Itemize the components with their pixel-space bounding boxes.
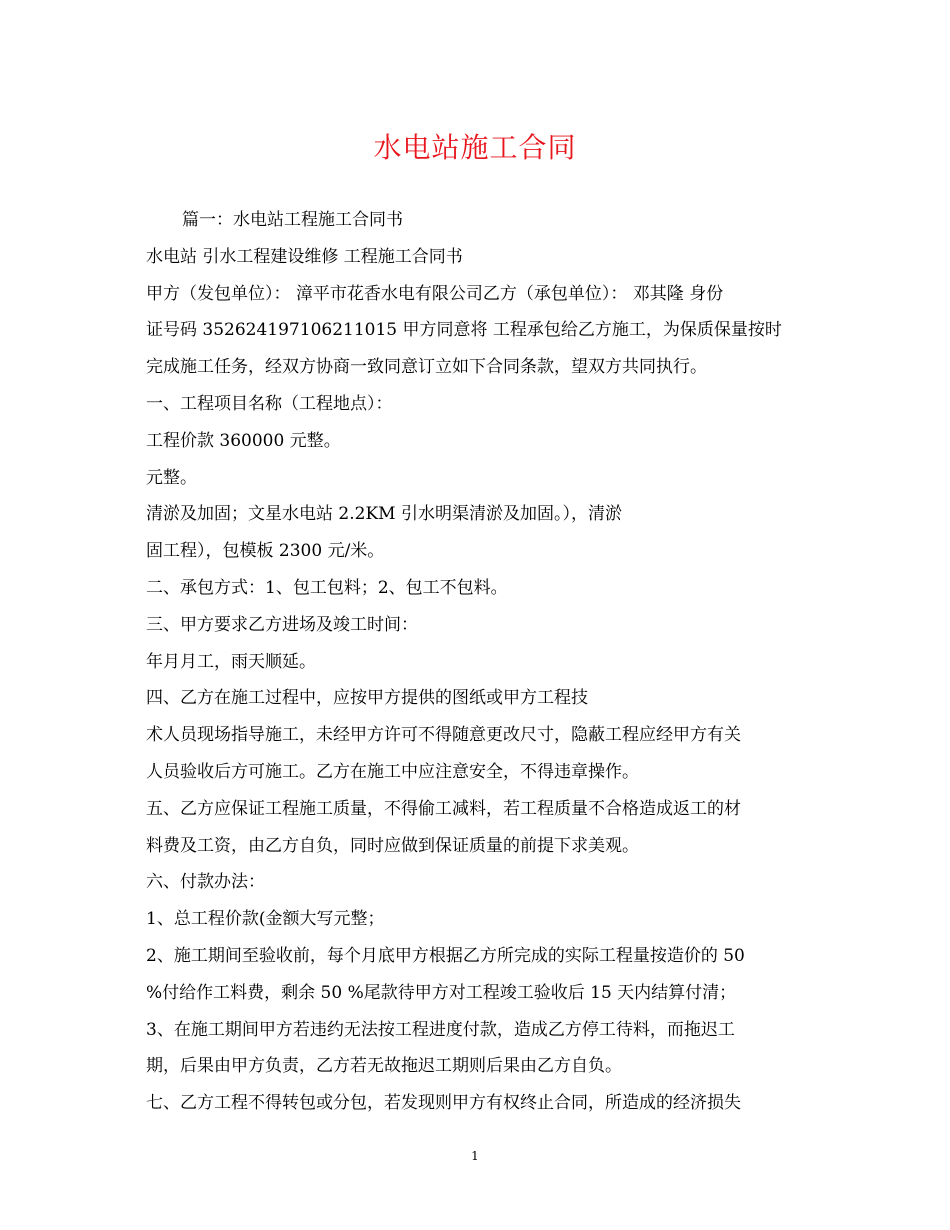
paragraph: 证号码 352624197106211015 甲方同意将 工程承包给乙方施工，为保质保量按时	[146, 320, 782, 341]
paragraph: 清淤及加固；文星水电站 2.2KM 引水明渠清淤及加固。），清淤	[146, 504, 622, 525]
paragraph: 2、施工期间至验收前，每个月底甲方根据乙方所完成的实际工程量按造价的 50	[146, 945, 745, 966]
paragraph: 固工程），包模板 2300 元/米。	[146, 541, 385, 562]
document-title: 水电站施工合同	[373, 131, 577, 164]
paragraph: 期，后果由甲方负责，乙方若无故拖迟工期则后果由乙方自负。	[146, 1056, 622, 1077]
paragraph: 一、工程项目名称（工程地点）：	[146, 393, 393, 414]
paragraph: 六、付款办法：	[146, 872, 265, 893]
document-body	[146, 202, 816, 1122]
paragraph: 1、总工程价款(金额大写元整；	[146, 909, 385, 930]
paragraph: 三、甲方要求乙方进场及竣工时间：	[146, 614, 418, 635]
paragraph: 人员验收后方可施工。乙方在施工中应注意安全，不得违章操作。	[146, 761, 639, 782]
paragraph: 完成施工任务，经双方协商一致同意订立如下合同条款，望双方共同执行。	[146, 357, 707, 378]
paragraph: 料费及工资，由乙方自负，同时应做到保证质量的前提下求美观。	[146, 835, 639, 856]
paragraph: 五、乙方应保证工程施工质量，不得偷工减料，若工程质量不合格造成返工的材	[146, 798, 741, 819]
paragraph: 四、乙方在施工过程中，应按甲方提供的图纸或甲方工程技	[146, 688, 588, 709]
paragraph: 工程价款 360000 元整。	[146, 430, 341, 451]
paragraph: 篇一：水电站工程施工合同书	[182, 210, 403, 230]
paragraph: 术人员现场指导施工，未经甲方许可不得随意更改尺寸，隐蔽工程应经甲方有关	[146, 725, 741, 746]
paragraph: 二、承包方式：1、包工包料；2、包工不包料。	[146, 577, 508, 598]
paragraph: 元整。	[146, 467, 197, 488]
paragraph: 七、乙方工程不得转包或分包，若发现则甲方有权终止合同，所造成的经济损失	[146, 1093, 741, 1114]
paragraph: %付给作工料费，剩余 50 %尾款待甲方对工程竣工验收后 15 天内结算付清；	[146, 982, 737, 1003]
page-number: 1	[471, 1149, 479, 1163]
paragraph: 年月月工，雨天顺延。	[146, 651, 316, 672]
paragraph: 水电站 引水工程建设维修 工程施工合同书	[146, 246, 463, 267]
paragraph: 甲方（发包单位）： 漳平市花香水电有限公司乙方（承包单位）： 邓其隆 身份	[146, 283, 724, 304]
paragraph: 3、在施工期间甲方若违约无法按工程进度付款，造成乙方停工待料，而拖迟工	[146, 1019, 735, 1040]
